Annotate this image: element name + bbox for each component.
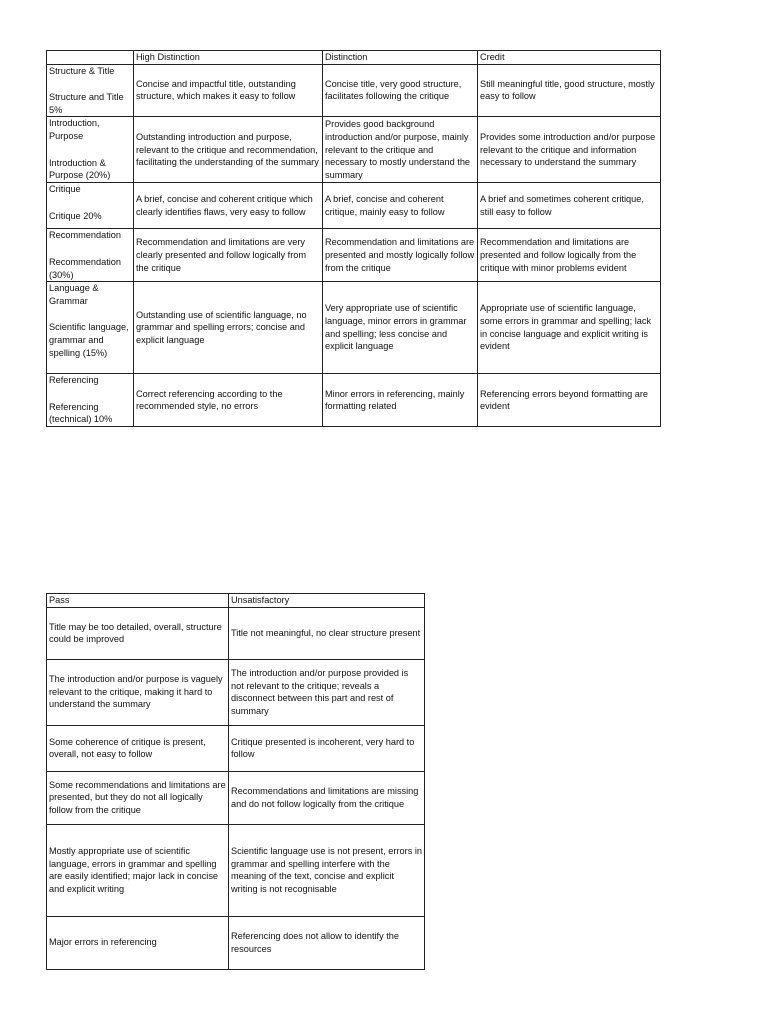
cell-pass: Major errors in referencing — [47, 916, 229, 969]
criterion-title: Language & Grammar — [49, 283, 99, 306]
cell-credit: Appropriate use of scientific language, some errors in grammar and spelling; lack in concise language and explicit writing is evident — [478, 282, 661, 374]
criterion-weight: Referencing (technical) 10% — [49, 401, 113, 425]
table-row — [47, 659, 425, 725]
table-row — [47, 824, 425, 916]
table-header-row — [47, 594, 425, 608]
table-row — [47, 282, 661, 374]
criterion-cell — [47, 117, 134, 183]
cell-pass: Title may be too detailed, overall, structure could be improved — [47, 607, 229, 659]
criterion-weight: Recommendation (30%) — [49, 256, 122, 280]
table-row — [47, 64, 661, 117]
header-credit: Credit — [478, 51, 661, 65]
criterion-weight: Critique 20% — [49, 210, 102, 221]
header-cell-empty — [47, 51, 134, 65]
cell-pass: Mostly appropriate use of scientific language, errors in grammar and spelling are easily identified; major lack in concise and explicit writing — [47, 824, 229, 916]
table-row — [47, 725, 425, 771]
header-high-distinction: High Distinction — [134, 51, 323, 65]
cell-pass: The introduction and/or purpose is vaguely relevant to the critique, making it hard to understand the summary — [47, 659, 229, 725]
criterion-cell — [47, 282, 134, 374]
cell-credit: Referencing errors beyond formatting are evident — [478, 374, 661, 427]
header-pass: Pass — [47, 594, 229, 608]
cell-high-distinction: Outstanding introduction and purpose, relevant to the critique and recommendation, facilitating the understanding of the summary — [134, 117, 323, 183]
criterion-cell — [47, 374, 134, 427]
cell-credit: A brief and sometimes coherent critique, still easy to follow — [478, 183, 661, 229]
criterion-cell — [47, 229, 134, 282]
cell-unsatisfactory: Title not meaningful, no clear structure present — [229, 607, 425, 659]
cell-pass: Some recommendations and limitations are presented, but they do not all logically follow from the critique — [47, 771, 229, 824]
cell-credit: Provides some introduction and/or purpose relevant to the critique and information necessary to understand the summary — [478, 117, 661, 183]
criterion-weight: Structure and Title 5% — [49, 92, 124, 115]
cell-high-distinction: Correct referencing according to the recommended style, no errors — [134, 374, 323, 427]
table-row — [47, 916, 425, 969]
cell-high-distinction: Recommendation and limitations are very clearly presented and follow logically from the critique — [134, 229, 323, 282]
cell-high-distinction: Concise and impactful title, outstanding structure, which makes it easy to follow — [134, 64, 323, 117]
table-row — [47, 117, 661, 183]
header-distinction: Distinction — [323, 51, 478, 65]
cell-high-distinction: A brief, concise and coherent critique which clearly identifies flaws, very easy to follow — [134, 183, 323, 229]
rubric-table-bottom — [46, 593, 425, 970]
cell-pass: Some coherence of critique is present, overall, not easy to follow — [47, 725, 229, 771]
criterion-title: Structure & Title — [49, 65, 115, 76]
cell-credit: Recommendation and limitations are presented and follow logically from the critique with minor problems evident — [478, 229, 661, 282]
cell-distinction: Concise title, very good structure, facilitates following the critique — [323, 64, 478, 117]
criterion-title: Introduction, Purpose — [49, 118, 100, 141]
cell-high-distinction: Outstanding use of scientific language, no grammar and spelling errors; concise and explicit language — [134, 282, 323, 374]
cell-unsatisfactory: The introduction and/or purpose provided is not relevant to the critique; reveals a disconnect between this part and rest of summary — [229, 659, 425, 725]
criterion-cell — [47, 183, 134, 229]
table-row — [47, 374, 661, 427]
cell-unsatisfactory: Referencing does not allow to identify the resources — [229, 916, 425, 969]
criterion-weight: Introduction & Purpose (20%) — [49, 157, 111, 181]
table-row — [47, 183, 661, 229]
rubric-table-top — [46, 50, 661, 427]
table-row — [47, 607, 425, 659]
criterion-weight: Scientific language, grammar and spelling (15%) — [49, 322, 129, 358]
criterion-title: Referencing — [49, 375, 99, 386]
cell-unsatisfactory: Critique presented is incoherent, very hard to follow — [229, 725, 425, 771]
table-row — [47, 771, 425, 824]
criterion-title: Critique — [49, 184, 81, 195]
cell-distinction: Minor errors in referencing, mainly formatting related — [323, 374, 478, 427]
cell-distinction: Recommendation and limitations are presented and mostly logically follow from the critique — [323, 229, 478, 282]
table-header-row — [47, 51, 661, 65]
criterion-title: Recommendation — [49, 230, 122, 241]
cell-distinction: Provides good background introduction and/or purpose, mainly relevant to the critique and necessary to mostly understand the summary — [323, 117, 478, 183]
cell-unsatisfactory: Scientific language use is not present, errors in grammar and spelling interfere with the meaning of the text, concise and explicit writing is not recognisable — [229, 824, 425, 916]
header-unsatisfactory: Unsatisfactory — [229, 594, 425, 608]
cell-unsatisfactory: Recommendations and limitations are missing and do not follow logically from the critique — [229, 771, 425, 824]
cell-distinction: Very appropriate use of scientific language, minor errors in grammar and spelling; less concise and explicit language — [323, 282, 478, 374]
table-row — [47, 229, 661, 282]
cell-credit: Still meaningful title, good structure, mostly easy to follow — [478, 64, 661, 117]
cell-distinction: A brief, concise and coherent critique, mainly easy to follow — [323, 183, 478, 229]
criterion-cell — [47, 64, 134, 117]
